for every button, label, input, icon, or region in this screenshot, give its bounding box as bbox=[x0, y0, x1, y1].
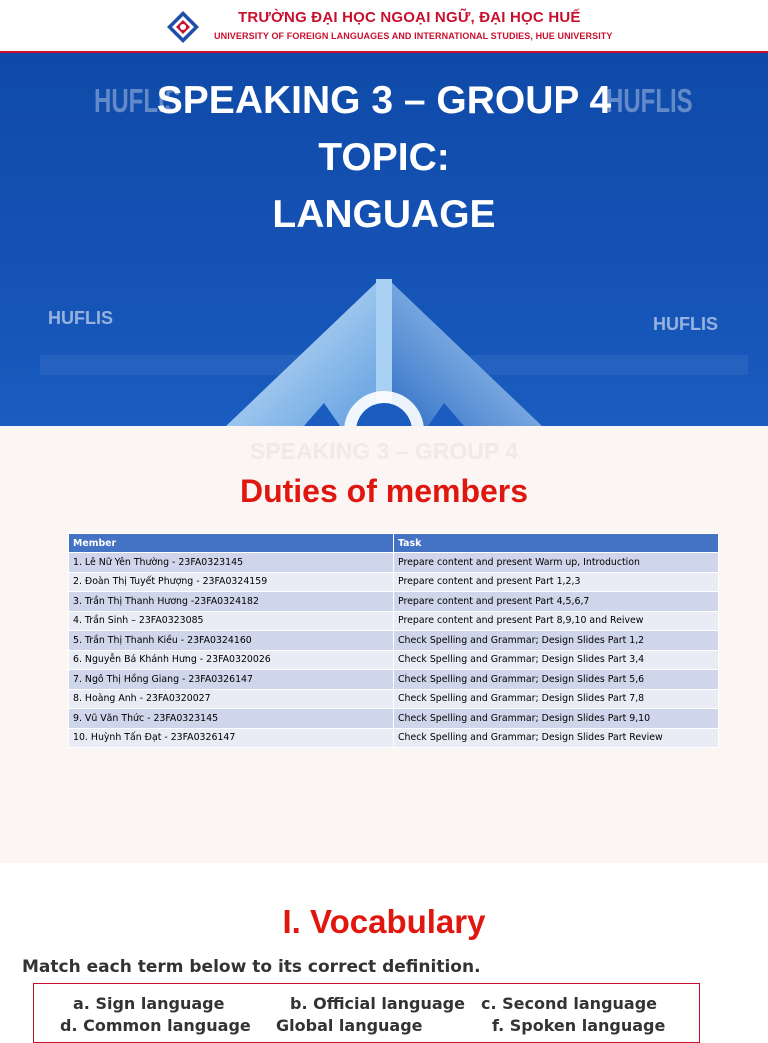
member-cell: 6. Nguyễn Bá Khánh Hưng - 23FA0320026 bbox=[69, 650, 394, 670]
university-logo-icon bbox=[166, 10, 200, 44]
title-slide bbox=[0, 0, 768, 426]
table-row bbox=[69, 709, 719, 729]
task-cell: Check Spelling and Grammar; Design Slides Part 5,6 bbox=[394, 670, 719, 690]
table-header-row bbox=[69, 534, 719, 553]
table-row bbox=[69, 728, 719, 748]
vocabulary-title: I. Vocabulary bbox=[282, 903, 486, 940]
task-cell: Prepare content and present Warm up, Introduction bbox=[394, 553, 719, 573]
table-row bbox=[69, 631, 719, 651]
university-header bbox=[0, 0, 768, 53]
ghost-title: SPEAKING 3 – GROUP 4 bbox=[250, 438, 518, 464]
member-cell: 5. Trần Thị Thanh Kiều - 23FA0324160 bbox=[69, 631, 394, 651]
term-b: b. Official language bbox=[290, 994, 465, 1013]
table-row bbox=[69, 670, 719, 690]
university-name-vn: TRƯỜNG ĐẠI HỌC NGOẠI NGỮ, ĐẠI HỌC HUẾ bbox=[238, 9, 581, 26]
member-cell: 3. Trần Thị Thanh Hương -23FA0324182 bbox=[69, 592, 394, 612]
column-header-member: Member bbox=[69, 534, 394, 553]
instruction-text: Match each term below to its correct definition. bbox=[22, 957, 481, 977]
vocabulary-slide bbox=[0, 863, 768, 1035]
watermark-text: HUFLIS bbox=[606, 82, 693, 121]
member-cell: 1. Lê Nữ Yên Thường - 23FA0323145 bbox=[69, 553, 394, 573]
watermark-text: HUFLIS bbox=[653, 314, 718, 334]
table-row bbox=[69, 572, 719, 592]
table-row bbox=[69, 553, 719, 573]
task-cell: Check Spelling and Grammar; Design Slides Part 9,10 bbox=[394, 709, 719, 729]
watermark-text: HUFLIS bbox=[48, 308, 113, 328]
task-cell: Check Spelling and Grammar; Design Slides Part 3,4 bbox=[394, 650, 719, 670]
table-row bbox=[69, 650, 719, 670]
pyramid-logo-icon bbox=[220, 275, 548, 426]
term-f: f. Spoken language bbox=[492, 1016, 666, 1035]
duties-slide bbox=[0, 426, 768, 863]
term-a: a. Sign language bbox=[73, 994, 225, 1013]
member-cell: 10. Huỳnh Tấn Đạt - 23FA0326147 bbox=[69, 728, 394, 748]
member-cell: 2. Đoàn Thị Tuyết Phượng - 23FA0324159 bbox=[69, 572, 394, 592]
term-e: Global language bbox=[276, 1016, 423, 1035]
member-cell: 9. Vũ Văn Thức - 23FA0323145 bbox=[69, 709, 394, 729]
term-c: c. Second language bbox=[481, 994, 658, 1013]
column-header-task: Task bbox=[394, 534, 719, 553]
table-row bbox=[69, 689, 719, 709]
table-row bbox=[69, 592, 719, 612]
table-row bbox=[69, 611, 719, 631]
title-line: TOPIC: bbox=[318, 136, 450, 179]
task-cell: Check Spelling and Grammar; Design Slides Part 1,2 bbox=[394, 631, 719, 651]
title-line: LANGUAGE bbox=[272, 193, 496, 236]
title-line: SPEAKING 3 – GROUP 4 bbox=[156, 79, 612, 122]
university-name-en: UNIVERSITY OF FOREIGN LANGUAGES AND INTERNATIONAL STUDIES, HUE UNIVERSITY bbox=[214, 31, 613, 41]
watermark-text: HUFLIS bbox=[94, 82, 181, 121]
task-cell: Prepare content and present Part 4,5,6,7 bbox=[394, 592, 719, 612]
term-d: d. Common language bbox=[60, 1016, 251, 1035]
members-table bbox=[68, 533, 719, 748]
task-cell: Prepare content and present Part 1,2,3 bbox=[394, 572, 719, 592]
task-cell: Check Spelling and Grammar; Design Slides Part 7,8 bbox=[394, 689, 719, 709]
task-cell: Prepare content and present Part 8,9,10 and Reivew bbox=[394, 611, 719, 631]
member-cell: 7. Ngô Thị Hồng Giang - 23FA0326147 bbox=[69, 670, 394, 690]
member-cell: 4. Trần Sinh – 23FA0323085 bbox=[69, 611, 394, 631]
task-cell: Check Spelling and Grammar; Design Slides Part Review bbox=[394, 728, 719, 748]
member-cell: 8. Hoàng Anh - 23FA0320027 bbox=[69, 689, 394, 709]
slide-title bbox=[0, 72, 768, 243]
duties-title: Duties of members bbox=[239, 473, 529, 509]
